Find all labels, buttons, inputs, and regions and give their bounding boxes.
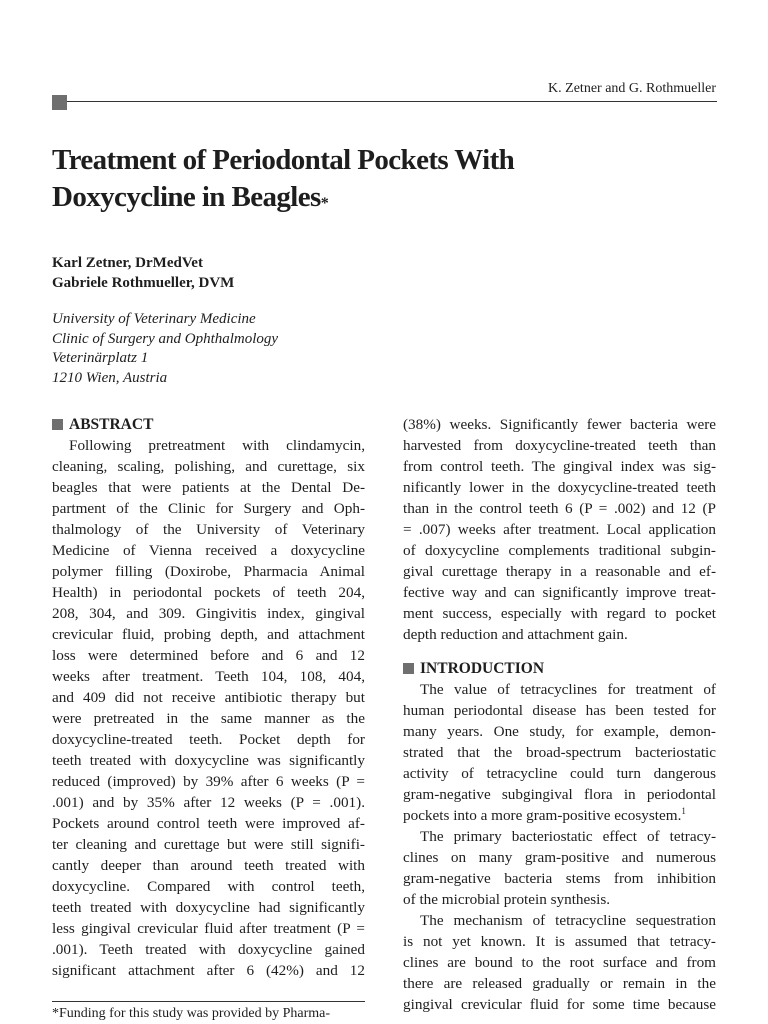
abstract-line: significant attachment after 6 (42%) and 12 (52, 962, 365, 979)
intro-line-text: pockets into a more gram-positive ecosystem. (403, 807, 682, 824)
intro-line: activity of tetracycline could turn dangerous (403, 765, 716, 782)
abstract-line: were pretreated in the same manner as the (52, 710, 365, 727)
abstract-line: beagles that were patients at the Dental De- (52, 479, 365, 496)
title-line: Treatment of Periodontal Pockets With (52, 144, 515, 176)
abstract-line: ment success, especially with regard to pocket (403, 605, 716, 622)
citation-reference: 1 (681, 805, 686, 816)
abstract-line: doxycycline-treated teeth. Pocket depth for (52, 731, 365, 748)
abstract-line: fective way and can significantly improve treat- (403, 584, 716, 601)
intro-line: gram-negative subgingival flora in periodontal (403, 786, 716, 803)
abstract-line: depth reduction and attachment gain. (403, 626, 628, 643)
funding-footnote: *Funding for this study was provided by Pharma- (52, 1006, 331, 1021)
abstract-line: weeks after treatment. Teeth 104, 108, 404, (52, 668, 365, 685)
affiliation-line: University of Veterinary Medicine (52, 311, 256, 327)
section-gap (403, 645, 716, 658)
introduction-heading (403, 658, 716, 679)
abstract-line: = .007) weeks after treatment. Local application (403, 521, 716, 538)
abstract-line: partment of the Clinic for Surgery and Oph- (52, 500, 365, 517)
header-rule (67, 101, 717, 102)
author-list (52, 253, 234, 293)
intro-line: there are released gradually or remain in the (403, 975, 716, 992)
abstract-line: and 409 did not receive antibiotic therapy but (52, 689, 365, 706)
abstract-line: .001) and by 35% after 12 weeks (P = .001). (52, 794, 365, 811)
section-square-icon (403, 663, 414, 674)
abstract-line: reduced (improved) by 39% after 6 weeks (P = (52, 773, 365, 790)
abstract-line: ter cleaning and curettage but were still signifi- (52, 836, 365, 853)
affiliation (52, 310, 278, 388)
intro-line: gingival crevicular fluid for some time because (403, 996, 716, 1013)
introduction-heading-text: INTRODUCTION (420, 660, 545, 677)
running-head: K. Zetner and G. Rothmueller (548, 81, 716, 96)
abstract-heading (52, 414, 365, 435)
section-square-icon (52, 419, 63, 430)
title-line-text: Doxycycline in Beagles (52, 181, 321, 213)
footnote-rule (52, 1001, 365, 1002)
intro-line: gram-negative bacteria stems from inhibition (403, 870, 716, 887)
intro-line: clines are bound to the root surface and from (403, 954, 716, 971)
abstract-heading-text: ABSTRACT (69, 416, 154, 433)
intro-line: strated that the broad-spectrum bacteriostatic (403, 744, 716, 761)
author-name: Karl Zetner, DrMedVet (52, 255, 203, 271)
abstract-line: harvested from doxycycline-treated teeth than (403, 437, 716, 454)
intro-line: The primary bacteriostatic effect of tetracy- (420, 828, 716, 845)
abstract-line: from control teeth. The gingival index was sig- (403, 458, 716, 475)
intro-line: clines on many gram-positive and numerous (403, 849, 716, 866)
header-square-marker (52, 95, 67, 110)
abstract-line: cleaning, scaling, polishing, and curettage, six (52, 458, 365, 475)
abstract-line: Medicine of Vienna received a doxycycline (52, 542, 365, 559)
intro-line: The mechanism of tetracycline sequestration (420, 912, 716, 929)
abstract-line: Health) in periodontal pockets of teeth 204, (52, 584, 365, 601)
author-name: Gabriele Rothmueller, DVM (52, 275, 235, 291)
abstract-line: Following pretreatment with clindamycin, (69, 437, 365, 454)
intro-line: The value of tetracyclines for treatment of (420, 681, 716, 698)
article-title (52, 142, 712, 216)
left-column (52, 414, 365, 981)
abstract-line: than in the control teeth 6 (P = .002) and 12 (P (403, 500, 716, 517)
intro-line: many years. One study, for example, demon- (403, 723, 716, 740)
title-footnote-marker: * (320, 195, 329, 212)
abstract-line: teeth treated with doxycycline was significantly (52, 752, 365, 769)
abstract-line: less gingival crevicular fluid after treatment (P = (52, 920, 365, 937)
title-line (52, 179, 712, 216)
abstract-line: crevicular fluid, probing depth, and attachment (52, 626, 365, 643)
abstract-line: Pockets around control teeth were improved af- (52, 815, 365, 832)
intro-line: of the microbial protein synthesis. (403, 891, 611, 908)
intro-line: human periodontal disease has been tested for (403, 702, 716, 719)
abstract-line: nificantly lower in the doxycycline-treated teeth (403, 479, 716, 496)
abstract-line: doxycycline. Compared with control teeth, (52, 878, 365, 895)
abstract-line: .001). Teeth treated with doxycycline gained (52, 941, 365, 958)
intro-line (403, 805, 716, 826)
abstract-line: (38%) weeks. Significantly fewer bacteria were (403, 416, 716, 433)
affiliation-line: Clinic of Surgery and Ophthalmology (52, 330, 279, 347)
abstract-line: 208, 304, and 309. Gingivitis index, gingival (52, 605, 365, 622)
abstract-line: thalmology of the University of Veterinary (52, 521, 365, 538)
abstract-line: teeth treated with doxycycline had significantly (52, 899, 365, 916)
affiliation-line: 1210 Wien, Austria (52, 369, 168, 386)
abstract-line: polymer filling (Doxirobe, Pharmacia Animal (52, 563, 365, 580)
abstract-line: cantly deeper than around teeth treated with (52, 857, 365, 874)
abstract-line: gival curettage therapy in a reasonable and ef- (403, 563, 716, 580)
abstract-line: of doxycycline complements traditional subgin- (403, 542, 716, 559)
affiliation-line: Veterinärplatz 1 (52, 350, 149, 366)
right-column (403, 414, 716, 1015)
abstract-line: loss were determined before and 6 and 12 (52, 647, 365, 664)
intro-line: is not yet known. It is assumed that tetracy- (403, 933, 716, 950)
